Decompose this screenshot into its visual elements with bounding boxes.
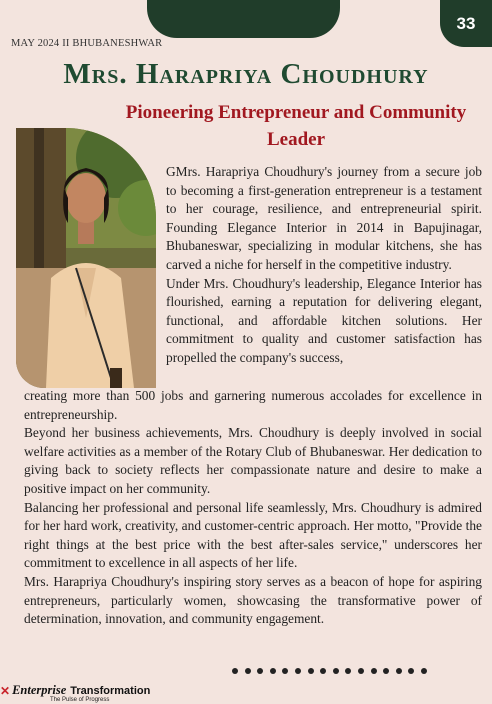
decorative-dots [232,668,427,674]
brand-name-main: Enterprise [12,683,67,697]
profile-photo [16,128,156,388]
dot-icon [270,668,276,674]
header-tab-decoration [147,0,340,38]
page-number: 33 [440,0,492,47]
dot-icon [421,668,427,674]
dot-icon [308,668,314,674]
article-right-column [166,163,482,368]
dot-icon [282,668,288,674]
article-paragraph: creating more than 500 jobs and garnering numerous accolades for excellence in entrepreneurship. [24,388,482,422]
dot-icon [345,668,351,674]
article-full-width [24,387,482,629]
footer-brand-logo [0,683,150,698]
brand-tagline: The Pulse of Progress [50,697,110,703]
profile-subtitle: Pioneering Entrepreneur and Community Leader [125,102,467,150]
article-paragraph: Under Mrs. Choudhury's leadership, Elegance Interior has flourished, earning a reputation for delivering elegant, functional, and affordable kitchen solutions. Her commitment to quality and customer satisfaction has propelled the company's success, [166,275,482,365]
dot-icon [358,668,364,674]
dot-icon [245,668,251,674]
dot-icon [408,668,414,674]
brand-name-sub: Transformation [70,684,151,697]
dot-icon [333,668,339,674]
article-paragraph: Balancing her professional and personal life seamlessly, Mrs. Choudhury is admired for her hard work, creativity, and customer-centric approach. Her motto, "Provide the right things at the best price with the best after-sales service," underscores her commitment to excellence in all aspects of her life. [24,499,482,571]
dot-icon [396,668,402,674]
red-chevron-logo-icon: ✕ [0,683,11,698]
dot-icon [295,668,301,674]
dot-icon [320,668,326,674]
portrait-illustration [16,128,156,388]
article-paragraph: Beyond her business achievements, Mrs. Choudhury is deeply involved in social welfare activities as a member of the Rotary Club of Bhubaneswar. Her dedication to giving back to society reflects her compassionate nature and desire to make a positive impact on her community. [24,425,482,496]
dot-icon [371,668,377,674]
dateline: MAY 2024 II BHUBANESHWAR [11,38,163,49]
article-paragraph: GMrs. Harapriya Choudhury's journey from a secure job to becoming a first-generation entrepreneur is a testament to her courage, resilience, and entrepreneurial spirit. Founding Elegance Interior in 2014 in Bapujinagar, Bhubaneswar, specializing in modular kitchens, she has carved a niche for herself in the competitive industry. [166,164,482,272]
dot-icon [232,668,238,674]
dot-icon [257,668,263,674]
profile-name: Mrs. Harapriya Choudhury [63,58,429,90]
article-paragraph: Mrs. Harapriya Choudhury's inspiring story serves as a beacon of hope for aspiring entrepreneurs, particularly women, showcasing the transformative power of determination, innovation, and community engagement. [24,573,482,627]
dot-icon [383,668,389,674]
